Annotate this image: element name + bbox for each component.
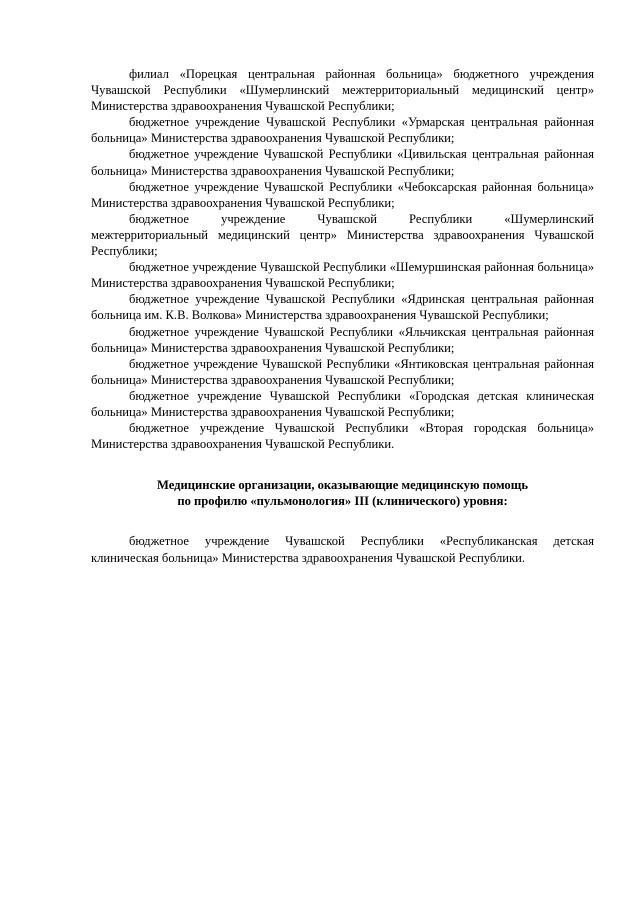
list-item: бюджетное учреждение Чувашской Республики «Янтиковская центральная районная больница» Министерства здравоохранения Чувашской Республики;	[91, 356, 594, 387]
final-list-item: бюджетное учреждение Чувашской Республики «Республиканская детская клиническая больница» Министерства здравоохранения Чувашской Республики.	[91, 534, 594, 565]
list-item: бюджетное учреждение Чувашской Республики «Шумерлинский межтерриториальный медицинский центр» Министерства здравоохранения Чувашской Республики;	[91, 211, 594, 259]
list-item: бюджетное учреждение Чувашской Республики «Шемуршинская районная больница» Министерства здравоохранения Чувашской Республики;	[91, 260, 594, 291]
list-item: бюджетное учреждение Чувашской Республики «Чебоксарская районная больница» Министерства здравоохранения Чувашской Республики;	[91, 179, 594, 210]
list-item: бюджетное учреждение Чувашской Республики «Урмарская центральная районная больница» Министерства здравоохранения Чувашской Республики;	[91, 115, 594, 146]
list-item: филиал «Порецкая центральная районная больница» бюджетного учреждения Чувашской Республики «Шумерлинский межтерриториальный медицинский центр» Министерства здравоохранения Чувашской Республики;	[91, 67, 594, 114]
list-item: бюджетное учреждение Чувашской Республики «Городская детская клиническая больница» Министерства здравоохранения Чувашской Республики;	[91, 388, 594, 419]
section-heading	[91, 477, 594, 509]
organization-list	[91, 66, 594, 452]
list-item: бюджетное учреждение Чувашской Республики «Вторая городская больница» Министерства здравоохранения Чувашской Республики.	[91, 421, 594, 452]
list-item: бюджетное учреждение Чувашской Республики «Ядринская центральная районная больница им. К.В. Волкова» Министерства здравоохранения Чувашской Республики;	[91, 292, 594, 323]
section-heading-line-2: по профилю «пульмонология» III (клинического) уровня:	[177, 494, 508, 509]
document-page	[91, 66, 594, 566]
list-item: бюджетное учреждение Чувашской Республики «Яльчикская центральная районная больница» Министерства здравоохранения Чувашской Республики;	[91, 324, 594, 355]
list-item: бюджетное учреждение Чувашской Республики «Цивильская центральная районная больница» Министерства здравоохранения Чувашской Республики;	[91, 147, 594, 178]
section-heading-line-1: Медицинские организации, оказывающие медицинскую помощь	[157, 478, 528, 493]
